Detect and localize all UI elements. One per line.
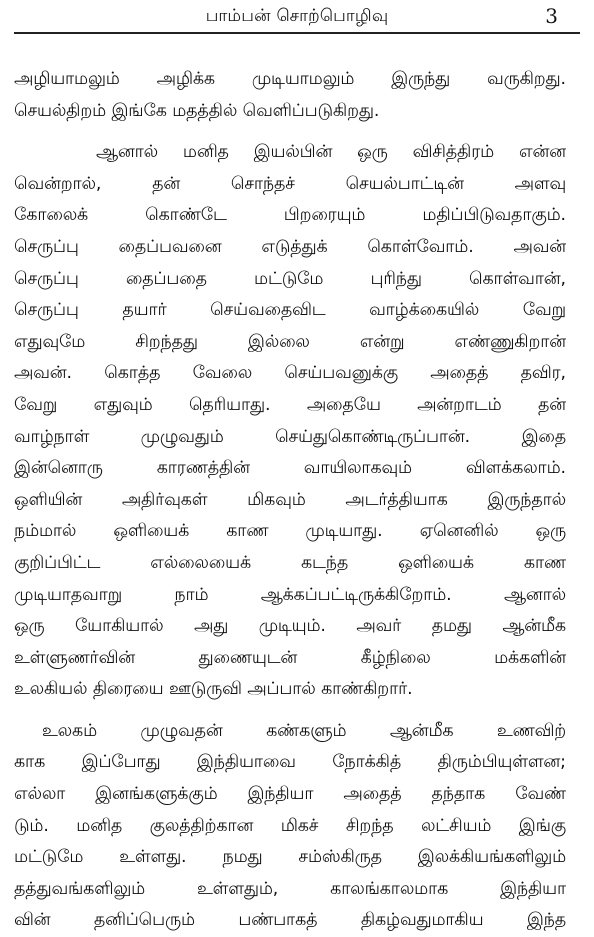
- text-line: டும். மனித குலத்திற்கான மிகச் சிறந்த லட்சியம் இங்கு: [14, 815, 566, 836]
- text-line: கோலைக் கொண்டே பிறரையும் மதிப்பிடுவதாகும்.: [14, 205, 566, 226]
- text-line: உலகம் முழுவதன் கண்களும் ஆன்மீக உணவிற்: [42, 720, 566, 741]
- text-line: செருப்பு தைப்பதை மட்டுமே புரிந்து கொள்வான்,: [14, 268, 566, 289]
- text-line: நம்மால் ஒளியைக் காண முடியாது. ஏனெனில் ஒரு: [14, 521, 566, 542]
- text-line: முடியாதவாறு நாம் ஆக்கப்பட்டிருக்கிறோம். ஆனால்: [14, 584, 566, 605]
- text-line: செருப்பு தைப்பவனை எடுத்துக் கொள்வோம். அவன்: [14, 236, 566, 257]
- text-line: அவன். கொத்த வேலை செய்பவனுக்கு அதைத் தவிர,: [14, 363, 566, 384]
- header-rule: [14, 32, 580, 34]
- text-line: செருப்பு தயார் செய்வதைவிட வாழ்க்கையில் வேறு: [14, 300, 566, 321]
- text-line: இன்னொரு காரணத்தின் வாயிலாகவும் விளக்கலாம்.: [14, 458, 566, 479]
- text-line: ஒளியின் அதிர்வுகள் மிகவும் அடர்த்தியாக இருந்தால்: [14, 489, 566, 510]
- text-line: எதுவுமே சிறந்தது இல்லை என்று எண்ணுகிறான்: [14, 331, 566, 352]
- text-line: தத்துவங்களிலும் உள்ளதும், காலங்காலமாக இந்தியா: [14, 878, 566, 899]
- running-header: [14, 2, 580, 32]
- text-line: வென்றால், தன் சொந்தச் செயல்பாட்டின் அளவு: [14, 173, 566, 194]
- text-line: வாழ்நாள் முழுவதும் செய்துகொண்டிருப்பான். இதை: [14, 426, 566, 447]
- text-line: ஒரு யோகியால் அது முடியும். அவர் தமது ஆன்மீக: [14, 616, 566, 637]
- text-line: குறிப்பிட்ட எல்லையைக் கடந்த ஒளியைக் காண: [14, 552, 566, 573]
- text-line: வேறு எதுவும் தெரியாது. அதையே அன்றாடம் தன்: [14, 394, 566, 415]
- paragraph-3: [14, 716, 566, 937]
- body-text: [14, 64, 566, 937]
- text-line: காக இப்போது இந்தியாவை நோக்கித் திரும்பியுள்ளன;: [14, 752, 566, 773]
- running-title: பாம்பன் சொற்பொழிவு: [205, 6, 389, 26]
- paragraph-1: [14, 64, 566, 127]
- page-number: 3: [545, 4, 558, 28]
- text-line: உள்ளுணர்வின் துணையுடன் கீழ்நிலை மக்களின்: [14, 647, 566, 668]
- text-line: மட்டுமே உள்ளது. நமது சம்ஸ்கிருத இலக்கியங்களிலும்: [14, 847, 566, 868]
- text-line: வின் தனிப்பெரும் பண்பாகத் திகழ்வதுமாகிய இந்த: [14, 910, 566, 931]
- paragraph-gap: [14, 127, 566, 137]
- text-line: அழியாமலும் அழிக்க முடியாமலும் இருந்து வருகிறது.: [14, 69, 566, 89]
- text-line: உலகியல் திரையை ஊடுருவி அப்பால் காண்கிறார்.: [14, 679, 413, 700]
- paragraph-gap: [14, 706, 566, 716]
- text-line: எல்லா இனங்களுக்கும் இந்தியா அதைத் தந்தாக வேண்: [14, 784, 566, 805]
- paragraph-2: [14, 137, 566, 706]
- text-line: ஆனால் மனித இயல்பின் ஒரு விசித்திரம் என்ன: [96, 142, 566, 163]
- text-line: செயல்திறம் இங்கே மதத்தில் வெளிப்படுகிறது.: [14, 100, 380, 121]
